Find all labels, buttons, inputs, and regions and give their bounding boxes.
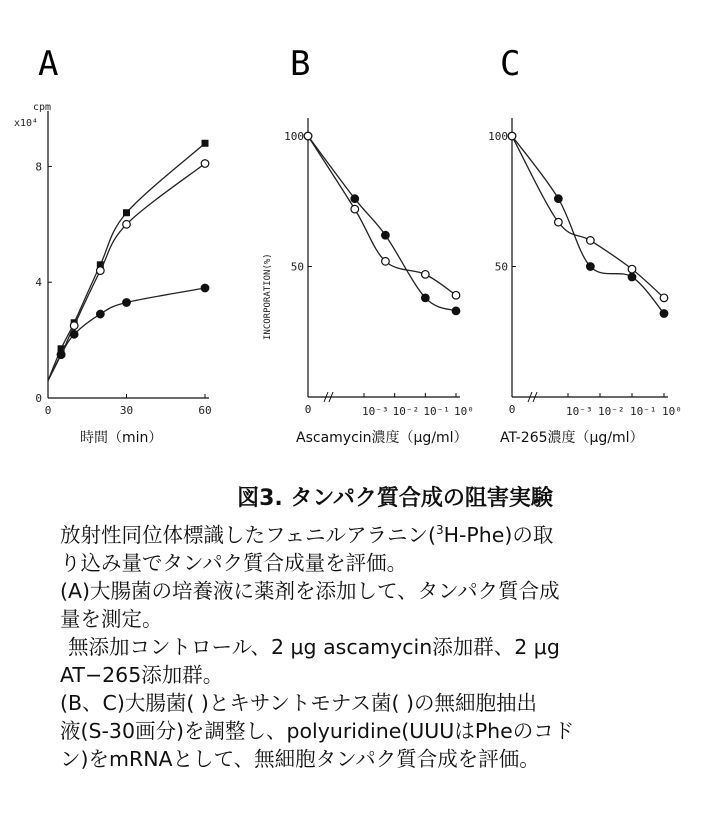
c-data-point bbox=[555, 195, 563, 203]
a-data-point bbox=[70, 331, 78, 339]
caption-line-4: 量を測定。 bbox=[60, 606, 163, 631]
c-data-point bbox=[628, 265, 636, 273]
panel-c-chart bbox=[488, 118, 682, 446]
panel-a-chart bbox=[14, 102, 212, 446]
a-y-scale: x10⁴ bbox=[14, 118, 39, 129]
caption-line-3: (A)大腸菌の培養液に薬剤を添加して、タンパク質合成 bbox=[60, 578, 560, 603]
b-x-tick-label: 10⁻² bbox=[392, 405, 420, 418]
a-x-tick-label: 0 bbox=[44, 404, 52, 417]
a-x-axis-label: 時間（min） bbox=[80, 430, 163, 446]
a-data-point bbox=[201, 160, 209, 168]
b-y-tick-label: 100 bbox=[284, 130, 304, 144]
b-y-tick-label: 50 bbox=[290, 260, 304, 274]
c-x-tick-label: 10⁻¹ bbox=[630, 405, 657, 418]
b-data-point bbox=[351, 195, 359, 203]
b-data-point bbox=[382, 231, 390, 239]
b-data-point bbox=[452, 307, 460, 315]
c-x-tick-label: 10⁻³ bbox=[566, 405, 593, 418]
c-y-tick-label: 100 bbox=[488, 130, 508, 144]
a-data-point bbox=[123, 299, 131, 307]
caption-line-6: AT−265添加群。 bbox=[60, 662, 224, 687]
c-series-line bbox=[512, 136, 664, 313]
c-data-point bbox=[587, 237, 595, 245]
c-x-tick-label: 0 bbox=[508, 403, 516, 416]
panel-b-chart bbox=[263, 118, 474, 446]
b-data-point bbox=[422, 271, 430, 279]
a-series-line bbox=[48, 164, 205, 381]
caption-line-9: ン)をmRNAとして、無細胞タンパク質合成を評価。 bbox=[60, 746, 540, 771]
figure-caption bbox=[60, 481, 710, 773]
c-series-line bbox=[512, 136, 664, 298]
b-series-line bbox=[308, 136, 456, 295]
a-y-tick-label: 0 bbox=[35, 392, 42, 405]
c-data-point bbox=[660, 294, 668, 302]
b-x-tick-label: 10⁻¹ bbox=[423, 405, 450, 418]
a-x-tick-label: 30 bbox=[119, 404, 134, 417]
panel-b-label: B bbox=[290, 44, 311, 84]
b-data-point bbox=[452, 291, 460, 299]
caption-line-1a: 放射性同位体標識したフェニルアラニン( bbox=[60, 522, 436, 547]
a-data-point bbox=[97, 310, 105, 318]
b-data-point bbox=[382, 258, 390, 266]
a-data-point bbox=[201, 284, 209, 292]
a-series-line bbox=[48, 143, 205, 380]
caption-superscript: 3 bbox=[435, 523, 444, 537]
c-data-point bbox=[628, 273, 636, 281]
panel-c-label: C bbox=[500, 44, 521, 84]
a-data-point bbox=[70, 322, 78, 330]
a-data-point bbox=[123, 209, 130, 216]
c-x-axis-label: AT-265濃度（μg/ml） bbox=[500, 430, 644, 446]
b-data-point bbox=[304, 132, 312, 140]
a-data-point bbox=[57, 351, 65, 359]
c-x-tick-label: 10⁻² bbox=[598, 405, 625, 418]
a-data-point bbox=[202, 140, 209, 147]
b-data-point bbox=[422, 294, 430, 302]
c-y-tick-label: 50 bbox=[494, 260, 508, 274]
a-y-tick-label: 8 bbox=[35, 160, 42, 174]
c-x-tick-label: 10⁰ bbox=[662, 405, 682, 418]
b-x-axis-label: Ascamycin濃度（μg/ml） bbox=[296, 430, 468, 446]
b-series-line bbox=[308, 136, 456, 311]
caption-line-7: (B、C)大腸菌( )とキサントモナス菌( )の無細胞抽出 bbox=[60, 690, 538, 715]
b-x-tick-label: 10⁻³ bbox=[362, 405, 389, 418]
c-data-point bbox=[587, 263, 595, 271]
b-x-tick-label: 10⁰ bbox=[454, 405, 474, 418]
b-y-axis-label: INCORPORATION(%) bbox=[263, 253, 273, 340]
b-data-point bbox=[351, 205, 359, 213]
caption-line-5: 無添加コントロール、2 μg ascamycin添加群、2 μg bbox=[68, 634, 560, 659]
c-data-point bbox=[508, 132, 516, 140]
caption-line-1 bbox=[60, 516, 710, 549]
caption-line-2: り込み量でタンパク質合成量を評価。 bbox=[60, 550, 408, 575]
a-data-point bbox=[97, 267, 105, 275]
c-data-point bbox=[555, 218, 563, 226]
a-x-tick-label: 60 bbox=[198, 404, 212, 417]
panel-a-label: A bbox=[38, 44, 59, 84]
b-x-tick-label: 0 bbox=[304, 403, 312, 416]
caption-line-1b: H-Phe)の取 bbox=[443, 522, 554, 547]
c-data-point bbox=[660, 310, 668, 318]
caption-line-8: 液(S-30画分)を調整し、polyuridine(UUUはPheのコド bbox=[60, 718, 575, 743]
a-y-unit: cpm bbox=[33, 102, 52, 113]
a-y-tick-label: 4 bbox=[35, 276, 42, 290]
a-data-point bbox=[123, 221, 131, 229]
caption-title: 図3. タンパク質合成の阻害実験 bbox=[237, 486, 553, 511]
